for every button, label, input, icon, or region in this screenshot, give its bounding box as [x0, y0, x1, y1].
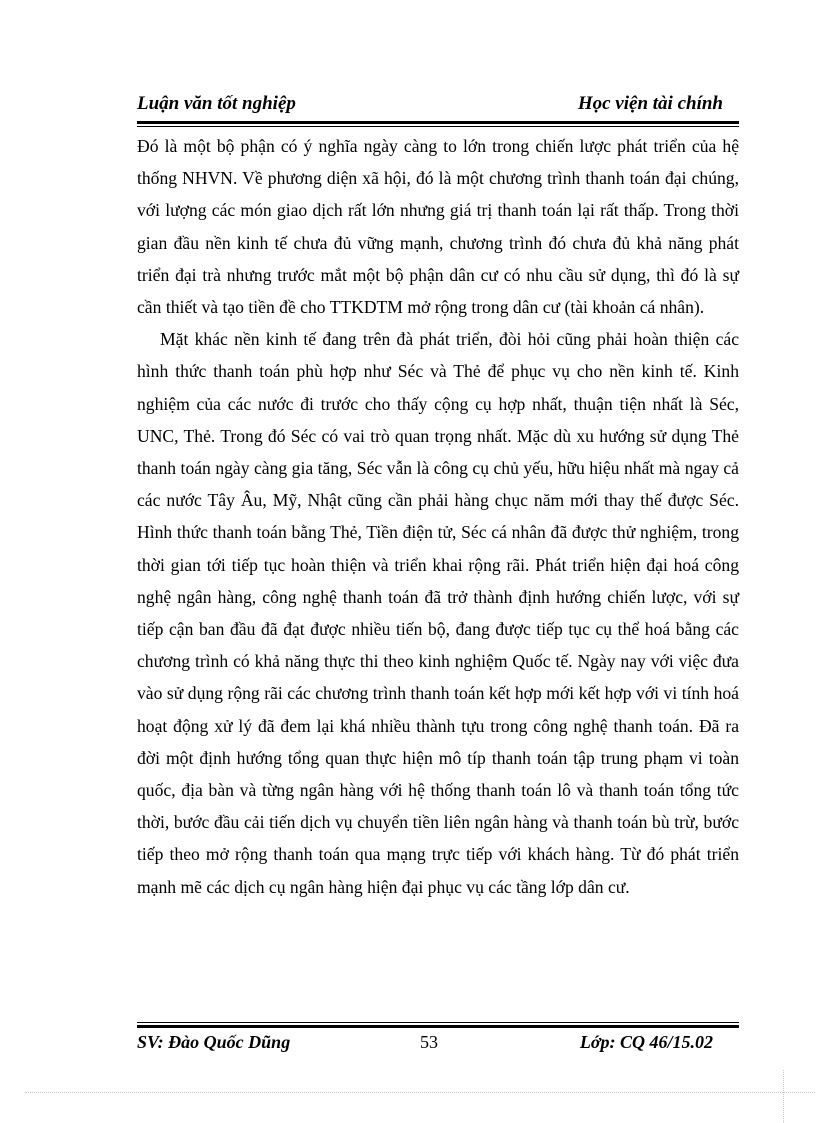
header-rule-thick	[137, 121, 739, 124]
header-institution: Học viện tài chính	[577, 93, 723, 114]
page-header	[137, 92, 739, 122]
body-paragraph-1: Đó là một bộ phận có ý nghĩa ngày càng to lớn trong chiến lược phát triển của hệ thống NHVN. Về phương diện xã hội, đó là một chương trình thanh toán đại chúng, với lượng các món giao dịch rất lớn nhưng giá trị thanh toán lại rất thấp. Trong thời gian đầu nền kinh tế chưa đủ vững mạnh, chương trình đó chưa đủ khả năng phát triển đại trà nhưng trước mắt một bộ phận dân cư có nhu cầu sử dụng, thì đó là sự cần thiết và tạo tiền đề cho TTKDTM mở rộng trong dân cư (tài khoản cá nhân).	[137, 136, 739, 318]
page-footer	[137, 1030, 739, 1056]
body-paragraph-2: Mặt khác nền kinh tế đang trên đà phát triển, đòi hỏi cũng phải hoàn thiện các hình thức thanh toán phù hợp như Séc và Thẻ để phục vụ cho nền kinh tế. Kinh nghiệm của các nước đi trước cho thấy cộng cụ hợp nhất, thuận tiện nhất là Séc, UNC, Thẻ. Trong đó Séc có vai trò quan trọng nhất. Mặc dù xu hướng sử dụng Thẻ thanh toán ngày càng gia tăng, Séc vẫn là công cụ chủ yếu, hữu hiệu nhất mà ngay cả các nước Tây Âu, Mỹ, Nhật cũng cần phải hàng chục năm mới thay thế được Séc. Hình thức thanh toán bằng Thẻ, Tiền điện tử, Séc cá nhân đã được thử nghiệm, trong thời gian tới tiếp tục hoàn thiện và triển khai rộng rãi. Phát triển hiện đại hoá công nghệ ngân hàng, công nghệ thanh toán đã trở thành định hướng chiến lược, với sự tiếp cận ban đầu đã đạt được nhiều tiến bộ, đang được tiếp tục cụ thể hoá bằng các chương trình có khả năng thực thi theo kinh nghiệm Quốc tế. Ngày nay với việc đưa vào sử dụng rộng rãi các chương trình thanh toán kết hợp mới kết hợp với vi tính hoá hoạt động xử lý đã đem lại khá nhiều thành tựu trong công nghệ thanh toán. Đã ra đời một định hướng tổng quan thực hiện mô típ thanh toán tập trung phạm vi toàn quốc, địa bàn và từng ngân hàng với hệ thống thanh toán lô và thanh toán tổng tức thời, bước đầu cải tiến dịch vụ chuyển tiền liên ngân hàng và thanh toán bù trừ, bước tiếp theo mở rộng thanh toán qua mạng trực tiếp với khách hàng. Từ đó phát triển mạnh mẽ các dịch cụ ngân hàng hiện đại phục vụ các tầng lớp dân cư.	[137, 329, 739, 897]
page-number: 53	[420, 1032, 438, 1052]
footer-rule-thick	[137, 1025, 739, 1028]
header-rule-thin	[137, 126, 739, 127]
footer-rule-thin	[137, 1022, 739, 1023]
page-boundary-vertical	[783, 1070, 784, 1123]
page-boundary-horizontal	[25, 1092, 815, 1093]
footer-class-code: Lớp: CQ 46/15.02	[579, 1032, 713, 1052]
header-thesis-title: Luận văn tốt nghiệp	[137, 93, 296, 114]
footer-student-name: SV: Đào Quốc Dũng	[137, 1032, 291, 1052]
page-body	[137, 130, 739, 903]
